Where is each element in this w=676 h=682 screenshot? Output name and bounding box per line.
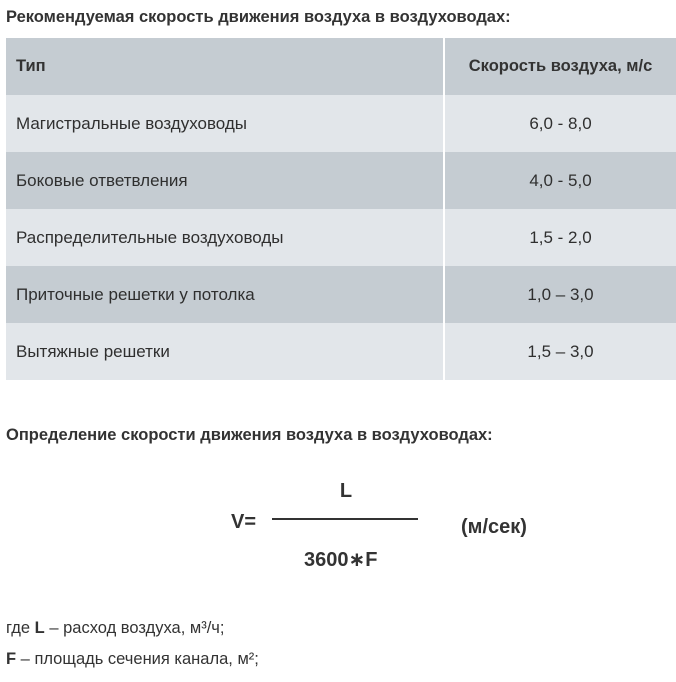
cell-type: Магистральные воздуховоды xyxy=(6,95,444,152)
note-symbol: L xyxy=(34,619,45,637)
formula-title: Определение скорости движения воздуха в воздуховодах: xyxy=(6,426,493,444)
cell-type: Распределительные воздуховоды xyxy=(6,209,444,266)
header-speed: Скорость воздуха, м/с xyxy=(468,57,653,75)
fraction-bar xyxy=(272,518,418,520)
cell-type: Вытяжные решетки xyxy=(6,323,444,380)
air-speed-table xyxy=(6,38,676,380)
table-row xyxy=(6,266,676,323)
formula-lhs: V= xyxy=(231,511,257,533)
header-type: Тип xyxy=(6,38,444,95)
table-row xyxy=(6,152,676,209)
formula-denominator: 3600∗F xyxy=(304,549,378,571)
note-text: – площадь сечения канала, м²; xyxy=(16,650,259,668)
formula-numerator: L xyxy=(339,480,353,502)
cell-type: Боковые ответвления xyxy=(6,152,444,209)
table-title: Рекомендуемая скорость движения воздуха в воздуховодах: xyxy=(6,8,511,26)
table-row xyxy=(6,95,676,152)
formula-unit: (м/сек) xyxy=(461,516,527,538)
cell-speed: 1,0 – 3,0 xyxy=(527,284,594,304)
note-cross-section xyxy=(6,650,259,669)
cell-speed: 4,0 - 5,0 xyxy=(529,170,592,190)
cell-speed: 1,5 - 2,0 xyxy=(529,227,592,247)
cell-speed: 1,5 – 3,0 xyxy=(527,341,594,361)
velocity-formula xyxy=(0,470,676,580)
note-symbol: F xyxy=(6,650,17,668)
note-flow-rate xyxy=(6,619,224,638)
note-text: – расход воздуха, м³/ч; xyxy=(44,619,225,637)
table-row xyxy=(6,323,676,380)
table-row xyxy=(6,209,676,266)
cell-speed: 6,0 - 8,0 xyxy=(529,113,592,133)
note-prefix: где xyxy=(6,619,35,637)
cell-type: Приточные решетки у потолка xyxy=(6,266,444,323)
table-header-row xyxy=(6,38,676,95)
